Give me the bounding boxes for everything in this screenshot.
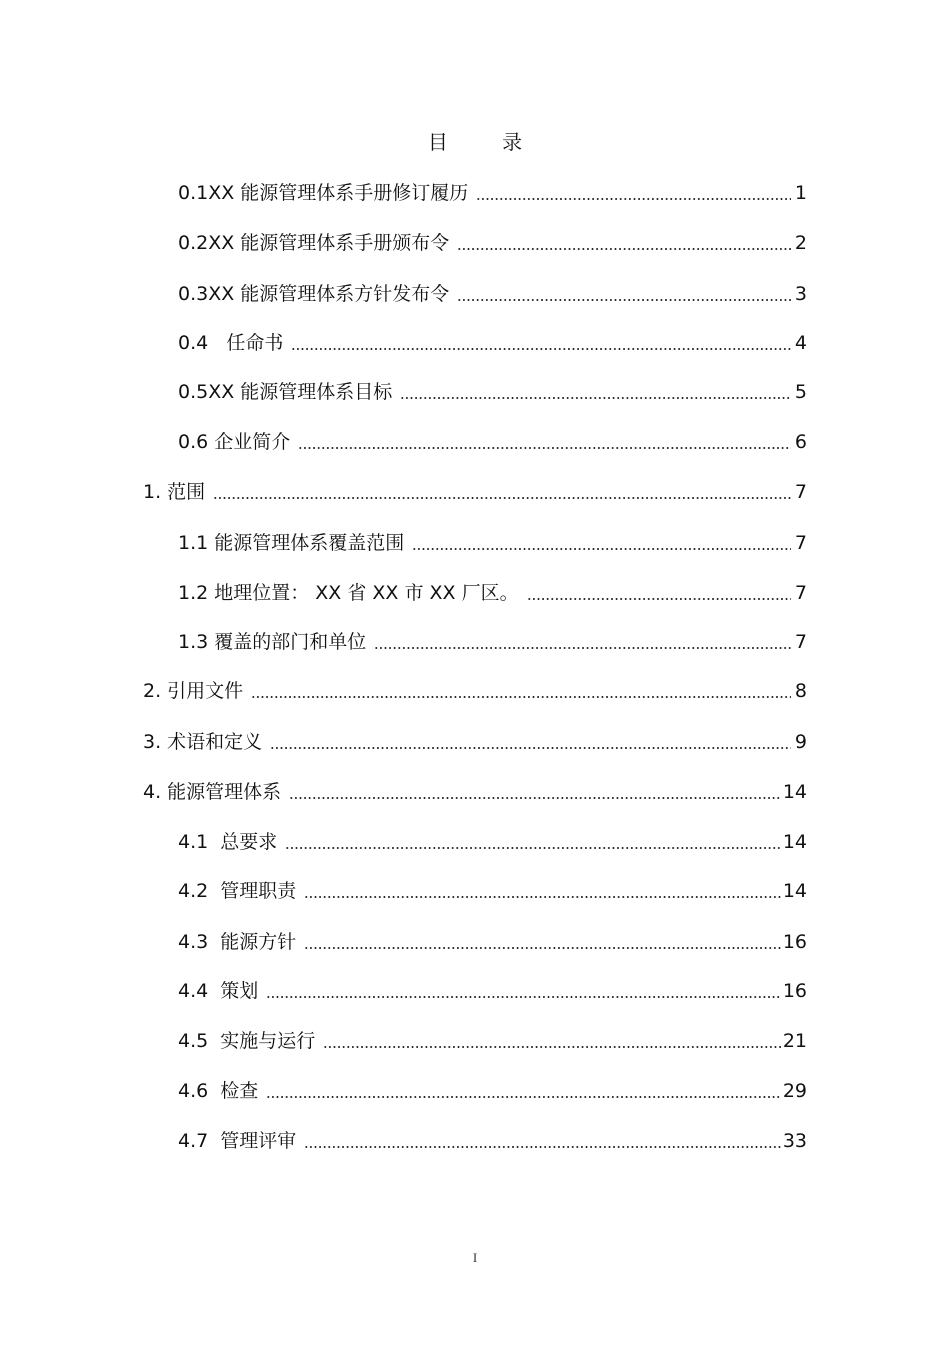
toc-entry-4-4[interactable]: [178, 977, 815, 1005]
toc-entry-page: 9: [794, 731, 807, 753]
toc-entry-0-5[interactable]: [178, 378, 815, 406]
toc-entry-label: 4.3 能源方针: [178, 931, 297, 953]
dot-leader: [213, 495, 791, 501]
toc-entry-label: 4.1 总要求: [178, 831, 278, 853]
toc-entry-label: 0.5XX 能源管理体系目标: [178, 381, 393, 403]
dot-leader: [304, 1144, 781, 1150]
toc-entry-page: 5: [794, 381, 807, 403]
toc-entry-1-1[interactable]: [178, 529, 815, 557]
toc-entry-label: 0.6 企业简介: [178, 431, 291, 453]
toc-entry-label: 1. 范围: [143, 481, 206, 503]
dot-leader: [291, 346, 791, 352]
toc-entry-label: 4.4 策划: [178, 980, 259, 1002]
toc-entry-4-7[interactable]: [178, 1127, 815, 1155]
dot-leader: [476, 196, 791, 202]
toc-entry-label: 1.2 地理位置： XX 省 XX 市 XX 厂区。: [178, 582, 519, 604]
toc-entry-3[interactable]: [143, 728, 815, 756]
toc-entry-page: 7: [794, 532, 807, 554]
toc-title: 目 录: [427, 130, 547, 154]
toc-entry-label: 4.7 管理评审: [178, 1130, 297, 1152]
dot-leader: [270, 745, 791, 751]
dot-leader: [412, 546, 791, 552]
toc-entry-label: 4.5 实施与运行: [178, 1030, 316, 1052]
toc-entry-page: 14: [782, 831, 807, 853]
toc-entry-page: 14: [782, 880, 807, 902]
dot-leader: [285, 845, 781, 851]
toc-entry-page: 16: [782, 931, 807, 953]
toc-entry-label: 4.2 管理职责: [178, 880, 297, 902]
dot-leader: [298, 445, 791, 451]
toc-entry-1[interactable]: [143, 478, 815, 506]
toc-entry-page: 14: [782, 781, 807, 803]
dot-leader: [374, 645, 791, 651]
toc-entry-4-3[interactable]: [178, 928, 815, 956]
toc-entry-4[interactable]: [143, 778, 815, 806]
toc-entry-4-6[interactable]: [178, 1077, 815, 1105]
toc-entry-4-5[interactable]: [178, 1027, 815, 1055]
dot-leader: [323, 1044, 781, 1050]
toc-entry-label: 2. 引用文件: [143, 680, 244, 702]
toc-entry-label: 3. 术语和定义: [143, 731, 263, 753]
toc-entry-label: 1.1 能源管理体系覆盖范围: [178, 532, 405, 554]
toc-entry-4-2[interactable]: [178, 877, 815, 905]
toc-entry-label: 4.6 检查: [178, 1080, 259, 1102]
toc-entry-0-2[interactable]: [178, 229, 815, 257]
dot-leader: [304, 894, 781, 900]
dot-leader: [266, 1094, 781, 1100]
toc-entry-page: 7: [794, 481, 807, 503]
toc-entry-page: 3: [794, 283, 807, 305]
toc-entry-label: 0.1XX 能源管理体系手册修订履历: [178, 182, 469, 204]
toc-entry-0-6[interactable]: [178, 428, 815, 456]
toc-entry-page: 8: [794, 680, 807, 702]
dot-leader: [289, 795, 781, 801]
dot-leader: [527, 596, 791, 602]
toc-entry-page: 2: [794, 232, 807, 254]
toc-entry-0-1[interactable]: [178, 179, 815, 207]
dot-leader: [251, 694, 791, 700]
toc-entry-label: 1.3 覆盖的部门和单位: [178, 631, 367, 653]
toc-entry-2[interactable]: [143, 677, 815, 705]
toc-entry-label: 4. 能源管理体系: [143, 781, 282, 803]
toc-entry-label: 0.3XX 能源管理体系方针发布令: [178, 283, 450, 305]
toc-entry-page: 29: [782, 1080, 807, 1102]
page-number: I: [472, 1250, 478, 1265]
toc-entry-page: 16: [782, 980, 807, 1002]
toc-entry-label: 0.4 任命书: [178, 332, 284, 354]
toc-entry-page: 4: [794, 332, 807, 354]
toc-entry-label: 0.2XX 能源管理体系手册颁布令: [178, 232, 450, 254]
dot-leader: [400, 395, 791, 401]
toc-entry-page: 7: [794, 631, 807, 653]
dot-leader: [266, 994, 781, 1000]
dot-leader: [304, 945, 781, 951]
toc-entry-1-3[interactable]: [178, 628, 815, 656]
dot-leader: [457, 297, 791, 303]
toc-entry-0-3[interactable]: [178, 280, 815, 308]
toc-entry-page: 33: [782, 1130, 807, 1152]
toc-entry-1-2[interactable]: [178, 579, 815, 607]
toc-entry-page: 21: [782, 1030, 807, 1052]
dot-leader: [457, 246, 791, 252]
toc-entry-page: 1: [794, 182, 807, 204]
toc-entry-page: 6: [794, 431, 807, 453]
toc-entry-page: 7: [794, 582, 807, 604]
toc-entry-0-4[interactable]: [178, 329, 815, 357]
toc-entry-4-1[interactable]: [178, 828, 815, 856]
